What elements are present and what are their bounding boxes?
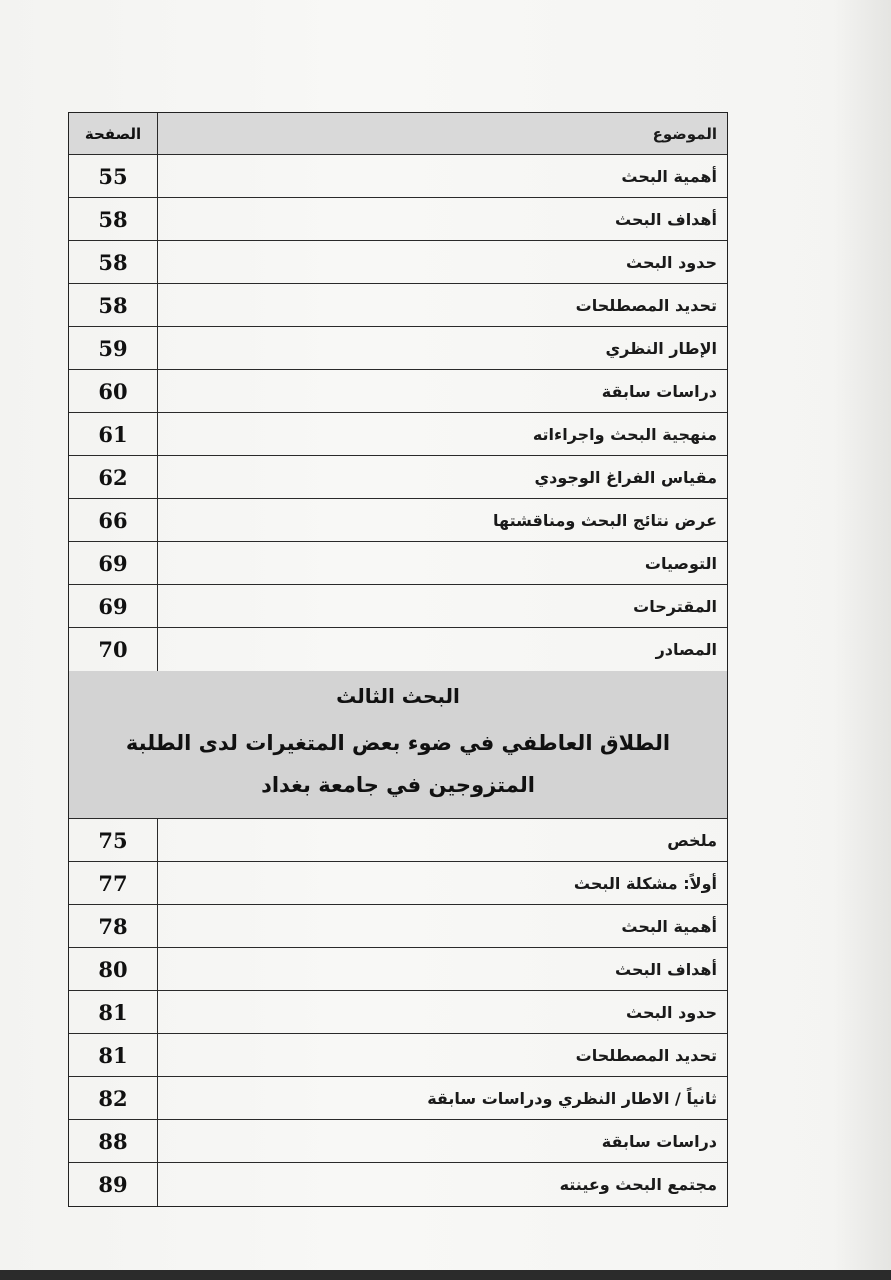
toc-entry xyxy=(69,1077,727,1120)
toc-entry xyxy=(69,991,727,1034)
toc-entry-title: أهمية البحث xyxy=(621,166,717,186)
toc-entry-title: ثانياً / الاطار النظري ودراسات سابقة xyxy=(427,1088,717,1108)
toc-entry-title: تحديد المصطلحات xyxy=(575,1045,717,1065)
toc-entry-title: تحديد المصطلحات xyxy=(575,295,717,315)
toc-entry-page: 59 xyxy=(69,327,158,369)
page-edge-shadow xyxy=(831,0,891,1280)
toc-entry-title: مقياس الفراغ الوجودي xyxy=(534,467,717,487)
toc-entry xyxy=(69,1163,727,1206)
toc-entry-title: أهمية البحث xyxy=(621,916,717,936)
toc-entry-title: مجتمع البحث وعينته xyxy=(559,1175,717,1194)
section-title: الطلاق العاطفي في ضوء بعض المتغيرات لدى الطلبة المتزوجين في جامعة بغداد xyxy=(125,730,671,797)
toc-entry-page: 58 xyxy=(69,198,158,240)
toc-entry-title: دراسات سابقة xyxy=(601,1131,717,1151)
toc-entry-title: المقترحات xyxy=(633,596,717,616)
toc-entry-title: أهداف البحث xyxy=(615,209,717,229)
toc-entry-page: 75 xyxy=(69,819,158,861)
toc-entry xyxy=(69,585,727,628)
toc-entry-page: 69 xyxy=(69,542,158,584)
toc-entry xyxy=(69,370,727,413)
toc-group-2 xyxy=(69,819,727,1206)
toc-entry-page: 82 xyxy=(69,1077,158,1119)
toc-entry xyxy=(69,198,727,241)
toc-entry-page: 61 xyxy=(69,413,158,455)
toc-entry xyxy=(69,948,727,991)
toc-entry-page: 55 xyxy=(69,155,158,197)
toc-entry xyxy=(69,819,727,862)
toc-entry xyxy=(69,241,727,284)
section-heading xyxy=(69,671,727,819)
toc-entry-page: 80 xyxy=(69,948,158,990)
toc-entry xyxy=(69,456,727,499)
toc-entry-page: 88 xyxy=(69,1120,158,1162)
toc-entry xyxy=(69,905,727,948)
toc-header-row xyxy=(69,113,727,155)
toc-entry-title: ملخص xyxy=(667,830,717,850)
toc-entry-page: 77 xyxy=(69,862,158,904)
toc-entry-title: حدود البحث xyxy=(626,1002,717,1022)
header-topic: الموضوع xyxy=(652,124,717,143)
toc-entry xyxy=(69,628,727,671)
table-of-contents xyxy=(68,112,728,1207)
toc-entry-title: حدود البحث xyxy=(626,252,717,272)
toc-entry-title: أهداف البحث xyxy=(615,959,717,979)
scan-bottom-edge xyxy=(0,1270,891,1280)
toc-entry xyxy=(69,155,727,198)
toc-entry-page: 89 xyxy=(69,1163,158,1206)
toc-entry-title: عرض نتائج البحث ومناقشتها xyxy=(493,510,717,530)
toc-entry-page: 70 xyxy=(69,628,158,671)
toc-group-1 xyxy=(69,155,727,671)
toc-entry-page: 81 xyxy=(69,1034,158,1076)
toc-entry-page: 69 xyxy=(69,585,158,627)
toc-entry xyxy=(69,327,727,370)
toc-entry-page: 78 xyxy=(69,905,158,947)
toc-entry-title: منهجية البحث واجراءاته xyxy=(532,424,717,444)
toc-entry-title: التوصيات xyxy=(644,553,717,573)
toc-entry-title: المصادر xyxy=(655,640,717,659)
toc-entry-title: دراسات سابقة xyxy=(601,381,717,401)
toc-entry xyxy=(69,862,727,905)
toc-entry xyxy=(69,284,727,327)
toc-entry-page: 58 xyxy=(69,241,158,283)
toc-entry xyxy=(69,499,727,542)
header-page: الصفحة xyxy=(69,113,158,154)
toc-entry-page: 60 xyxy=(69,370,158,412)
toc-entry-title: الإطار النظري xyxy=(605,338,717,358)
toc-entry-page: 58 xyxy=(69,284,158,326)
toc-entry xyxy=(69,413,727,456)
toc-entry-page: 81 xyxy=(69,991,158,1033)
toc-entry-page: 62 xyxy=(69,456,158,498)
toc-entry-page: 66 xyxy=(69,499,158,541)
toc-entry xyxy=(69,1034,727,1077)
toc-entry xyxy=(69,542,727,585)
section-label: البحث الثالث xyxy=(336,683,460,708)
toc-entry xyxy=(69,1120,727,1163)
toc-entry-title: أولاً: مشكلة البحث xyxy=(573,873,717,893)
